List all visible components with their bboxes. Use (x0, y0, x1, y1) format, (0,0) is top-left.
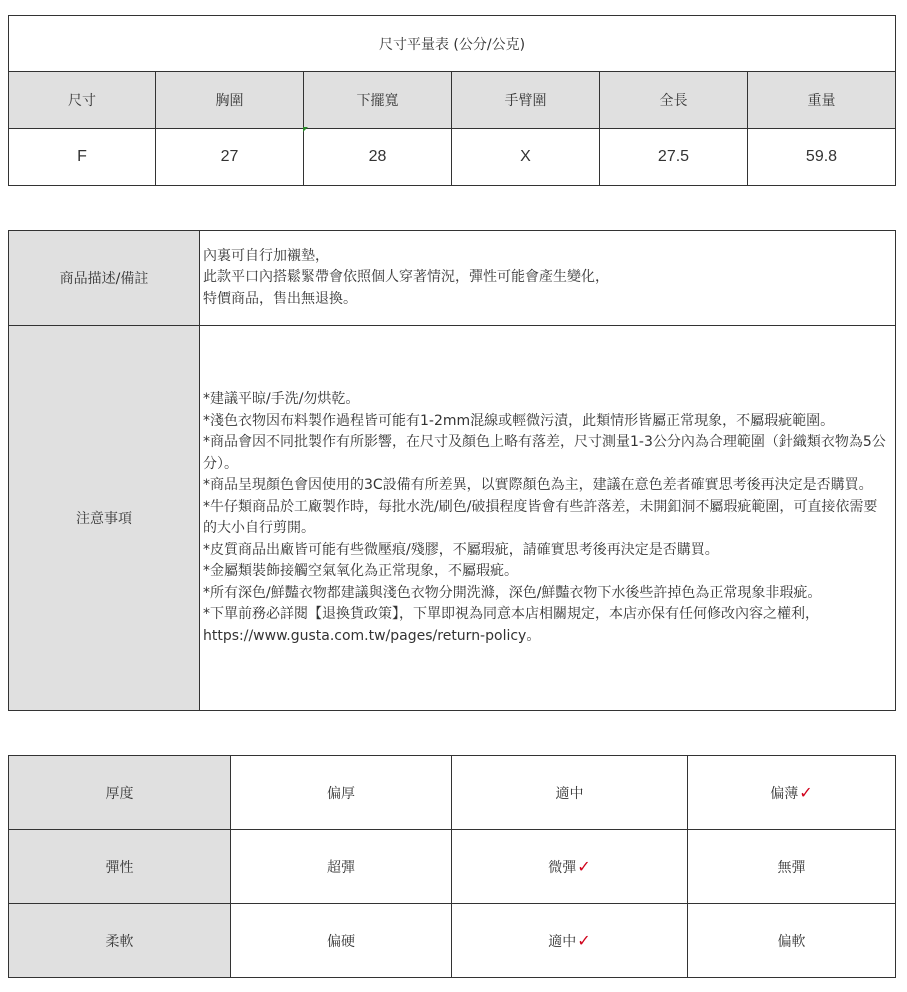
option-text: 偏硬 (327, 933, 355, 950)
note-line: *淺色衣物因布料製作過程皆可能有1-2mm混線或輕微污漬，此類情形皆屬正常現象，不屬瑕疵範圍。 (203, 412, 835, 429)
note-line: *商品呈現顏色會因使用的3C設備有所差異，以實際顏色為主，建議在意色差者確實思考後再決定是否購買。 (203, 477, 873, 493)
cell-arm: X (452, 129, 600, 186)
feel-option (688, 756, 896, 830)
feel-row-softness (9, 904, 896, 978)
option-text: 適中 (555, 785, 584, 802)
table-row (9, 129, 896, 186)
cell-hem-width: 28 (304, 129, 452, 186)
feel-label: 柔軟 (9, 904, 231, 978)
note-line: *皮質商品出廠皆可能有些微壓痕/殘膠，不屬瑕疵，請確實思考後再決定是否購買。 (203, 541, 719, 558)
feel-option (231, 756, 452, 830)
description-line: 此款平口內搭鬆緊帶會依照個人穿著情況，彈性可能會產生變化， (203, 269, 609, 286)
size-table (8, 15, 896, 186)
note-line: *所有深色/鮮豔衣物都建議與淺色衣物分開洗滌，深色/鮮豔衣物下水後些許掉色為正常現象非瑕疵。 (203, 584, 822, 601)
feel-option (452, 756, 688, 830)
description-content (200, 231, 896, 326)
notes-label: 注意事項 (9, 326, 200, 711)
feel-option (231, 830, 452, 904)
feel-option (452, 904, 688, 978)
option-text: 偏厚 (327, 785, 355, 802)
size-table-header-row (9, 72, 896, 129)
feel-table (8, 755, 896, 978)
feel-label: 厚度 (9, 756, 231, 830)
check-mark-icon: ✓ (577, 856, 591, 876)
check-mark-icon: ✓ (799, 782, 813, 802)
note-line: *金屬類裝飾接觸空氣氧化為正常現象，不屬瑕疵。 (203, 563, 518, 579)
note-line: *建議平晾/手洗/勿烘乾。 (203, 391, 360, 407)
header-length: 全長 (600, 72, 748, 129)
description-label: 商品描述/備註 (9, 231, 200, 326)
cell-weight: 59.8 (748, 129, 896, 186)
option-text: 微彈 (548, 859, 577, 876)
description-line: 特價商品，售出無退換。 (203, 290, 357, 307)
note-line: *商品會因不同批製作有所影響，在尺寸及顏色上略有落差，尺寸測量1-3公分內為合理範圍（針織類衣物為5公分）。 (203, 434, 886, 472)
feel-row-elasticity (9, 830, 896, 904)
note-line: *牛仔類商品於工廠製作時，每批水洗/刷色/破損程度皆會有些許落差，未開釦洞不屬瑕疵範圍，可直接依需要的大小自行剪開。 (203, 498, 878, 536)
option-text: 偏薄 (770, 785, 799, 802)
option-text: 偏軟 (777, 933, 806, 950)
size-table-title-row (9, 16, 896, 72)
size-table-title: 尺寸平量表 (公分/公克) (9, 16, 896, 72)
cell-corner-marker (303, 127, 308, 132)
notes-content (200, 326, 896, 711)
cell-length: 27.5 (600, 129, 748, 186)
feel-option (688, 904, 896, 978)
note-line: *下單前務必詳閱【退換貨政策】，下單即視為同意本店相關規定，本店亦保有任何修改內容之權利，https://www.gusta.com.tw/pages/return-policy。 (203, 606, 819, 644)
notes-row (9, 326, 896, 711)
feel-row-thickness (9, 756, 896, 830)
header-chest: 胸圍 (156, 72, 304, 129)
feel-option (452, 830, 688, 904)
cell-size: F (9, 129, 156, 186)
description-row (9, 231, 896, 326)
cell-chest: 27 (156, 129, 304, 186)
header-size: 尺寸 (9, 72, 156, 129)
check-mark-icon: ✓ (577, 930, 591, 950)
feel-option (231, 904, 452, 978)
feel-option (688, 830, 896, 904)
option-text: 適中 (548, 933, 577, 950)
header-arm: 手臂圍 (452, 72, 600, 129)
description-line: 內裏可自行加襯墊， (203, 247, 329, 264)
description-table (8, 230, 896, 711)
header-hem-width: 下擺寬 (304, 72, 452, 129)
option-text: 無彈 (777, 859, 806, 876)
option-text: 超彈 (327, 859, 355, 876)
header-weight: 重量 (748, 72, 896, 129)
feel-label: 彈性 (9, 830, 231, 904)
